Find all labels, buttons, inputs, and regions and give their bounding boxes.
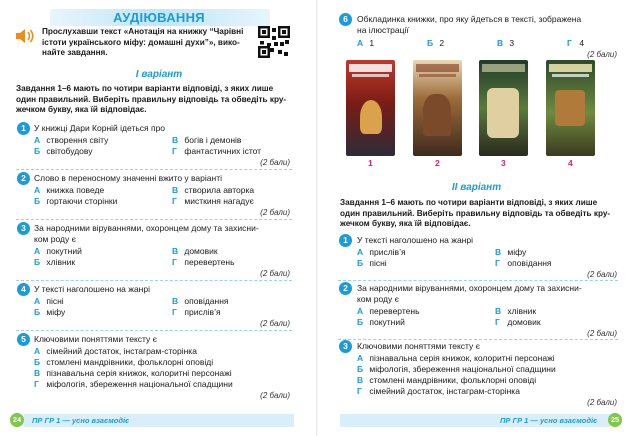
divider <box>16 280 292 281</box>
answer-option[interactable]: А книжка поведе <box>34 185 105 195</box>
footer-text: ПР ГР 1 — усно взаємодіє <box>500 416 598 425</box>
answer-option[interactable]: В пізнавальна серія книжок, колоритні персонажі <box>34 368 232 378</box>
points-label: (2 бали) <box>587 398 617 407</box>
answer-option[interactable]: Б гортаючи сторінки <box>34 196 118 206</box>
answer-option[interactable]: Г оповідання <box>495 258 552 268</box>
question-number: 2 <box>339 282 352 295</box>
question-number: 5 <box>17 333 30 346</box>
question-number: 1 <box>17 122 30 135</box>
answer-option[interactable]: Г прислів’я <box>172 307 221 317</box>
divider <box>338 280 618 281</box>
answer-option[interactable]: Б світобудову <box>34 146 93 156</box>
task-instruction: Завдання 1–6 мають по чотири варіанти відповіді, з яких лише один правильний. Виберіть правильну відповідь та обведіть кру- жечком букву, яка їй відповідає. <box>16 84 287 114</box>
answer-option[interactable]: Г сімейний достаток, інстаграм-сторінка <box>357 386 520 396</box>
answer-option[interactable]: Б 2 <box>427 38 445 48</box>
question-text: У тексті наголошено на жанрі <box>357 235 473 245</box>
cover-number: 1 <box>368 158 373 168</box>
answer-option[interactable]: Г 4 <box>567 38 585 48</box>
question-number: 1 <box>339 234 352 247</box>
answer-option[interactable]: А пісні <box>34 296 64 306</box>
book-cover-2 <box>413 60 462 156</box>
question-text: Обкладинка книжки, про яку йдеться в тексті, зображена на ілюстрації <box>357 14 582 35</box>
question-number: 4 <box>17 283 30 296</box>
points-label: (2 бали) <box>260 319 290 328</box>
qr-code-icon[interactable] <box>258 26 290 58</box>
answer-option[interactable]: Б міфологія, збереження національної спадщини <box>357 364 556 374</box>
question-text: Ключовими поняттями тексту є <box>34 334 157 344</box>
question-text: Слово в переносному значенні вжито у варіанті <box>34 173 222 183</box>
page-number: 25 <box>608 413 622 427</box>
speaker-icon <box>14 27 36 45</box>
page-number: 24 <box>10 413 24 427</box>
answer-option[interactable]: Б покутний <box>357 317 405 327</box>
answer-option[interactable]: Б хлівник <box>34 257 76 267</box>
points-label: (2 бали) <box>587 270 617 279</box>
question-number: 3 <box>17 222 30 235</box>
points-label: (2 бали) <box>260 208 290 217</box>
question-number: 2 <box>17 172 30 185</box>
divider <box>16 330 292 331</box>
answer-option[interactable]: В богів і демонів <box>172 135 242 145</box>
answer-option[interactable]: Г міфологія, збереження національної спадщини <box>34 379 233 389</box>
answer-option[interactable]: Г домовик <box>495 317 541 327</box>
book-cover-3 <box>479 60 528 156</box>
divider <box>16 219 292 220</box>
answer-option[interactable]: А сімейний достаток, інстаграм-сторінка <box>34 346 197 356</box>
answer-option[interactable]: В домовик <box>172 246 218 256</box>
points-label: (2 бали) <box>260 391 290 400</box>
question-number: 3 <box>339 340 352 353</box>
cover-number: 4 <box>568 158 573 168</box>
answer-option[interactable]: В оповідання <box>172 296 229 306</box>
question-text: Ключовими поняттями тексту є <box>357 341 480 351</box>
book-cover-4 <box>546 60 595 156</box>
answer-option[interactable]: Б стомлені мандрівники, фольклорні оповіді <box>34 357 214 367</box>
points-label: (2 бали) <box>587 329 617 338</box>
question-text: За народними віруваннями, охоронцем дому та захисни- ком роду є <box>34 223 259 244</box>
answer-option[interactable]: А прислів’я <box>357 247 406 257</box>
divider <box>16 169 292 170</box>
variant-title: І варіант <box>135 69 183 80</box>
answer-option[interactable]: А пізнавальна серія книжок, колоритні персонажі <box>357 353 555 363</box>
cover-number: 3 <box>501 158 506 168</box>
divider <box>338 339 618 340</box>
cover-number: 2 <box>435 158 440 168</box>
points-label: (2 бали) <box>260 269 290 278</box>
footer-text: ПР ГР 1 — усно взаємодіє <box>32 416 130 425</box>
answer-option[interactable]: Г мисткиня нагадує <box>172 196 254 206</box>
question-number: 6 <box>339 13 352 26</box>
answer-option[interactable]: В 3 <box>497 38 515 48</box>
answer-option[interactable]: Б міфу <box>34 307 66 317</box>
listen-instruction: Прослухавши текст «Анотація на книжку “Чарівні істоти українського міфу: домашні духи”», вико- найте завдання. <box>42 27 244 57</box>
section-title: АУДІЮВАННЯ <box>113 10 205 25</box>
answer-option[interactable]: А покутний <box>34 246 82 256</box>
answer-option[interactable]: Г фантастичних істот <box>172 146 262 156</box>
points-label: (2 бали) <box>587 50 617 59</box>
answer-option[interactable]: В стомлені мандрівники, фольклорні оповіді <box>357 375 537 385</box>
answer-option[interactable]: Г перевертень <box>172 257 235 267</box>
task-instruction: Завдання 1–6 мають по чотири варіанти відповіді, з яких лише один правильний. Виберіть правильну відповідь та обведіть кру- жечком букву, яка їй відповідає. <box>340 198 611 228</box>
answer-option[interactable]: А створення світу <box>34 135 109 145</box>
answer-option[interactable]: А перевертень <box>357 306 420 316</box>
question-text: У книжці Дари Корній ідеться про <box>34 123 166 133</box>
variant-title: ІІ варіант <box>451 182 502 193</box>
answer-option[interactable]: В хлівник <box>495 306 537 316</box>
question-text: У тексті наголошено на жанрі <box>34 284 150 294</box>
answer-option[interactable]: В створила авторка <box>172 185 255 195</box>
answer-option[interactable]: Б пісні <box>357 258 387 268</box>
answer-option[interactable]: В міфу <box>495 247 527 257</box>
right-page <box>318 0 635 436</box>
book-cover-1 <box>346 60 395 156</box>
question-text: За народними віруваннями, охоронцем дому та захисни- ком роду є <box>357 283 582 304</box>
points-label: (2 бали) <box>260 158 290 167</box>
answer-option[interactable]: А 1 <box>357 38 375 48</box>
